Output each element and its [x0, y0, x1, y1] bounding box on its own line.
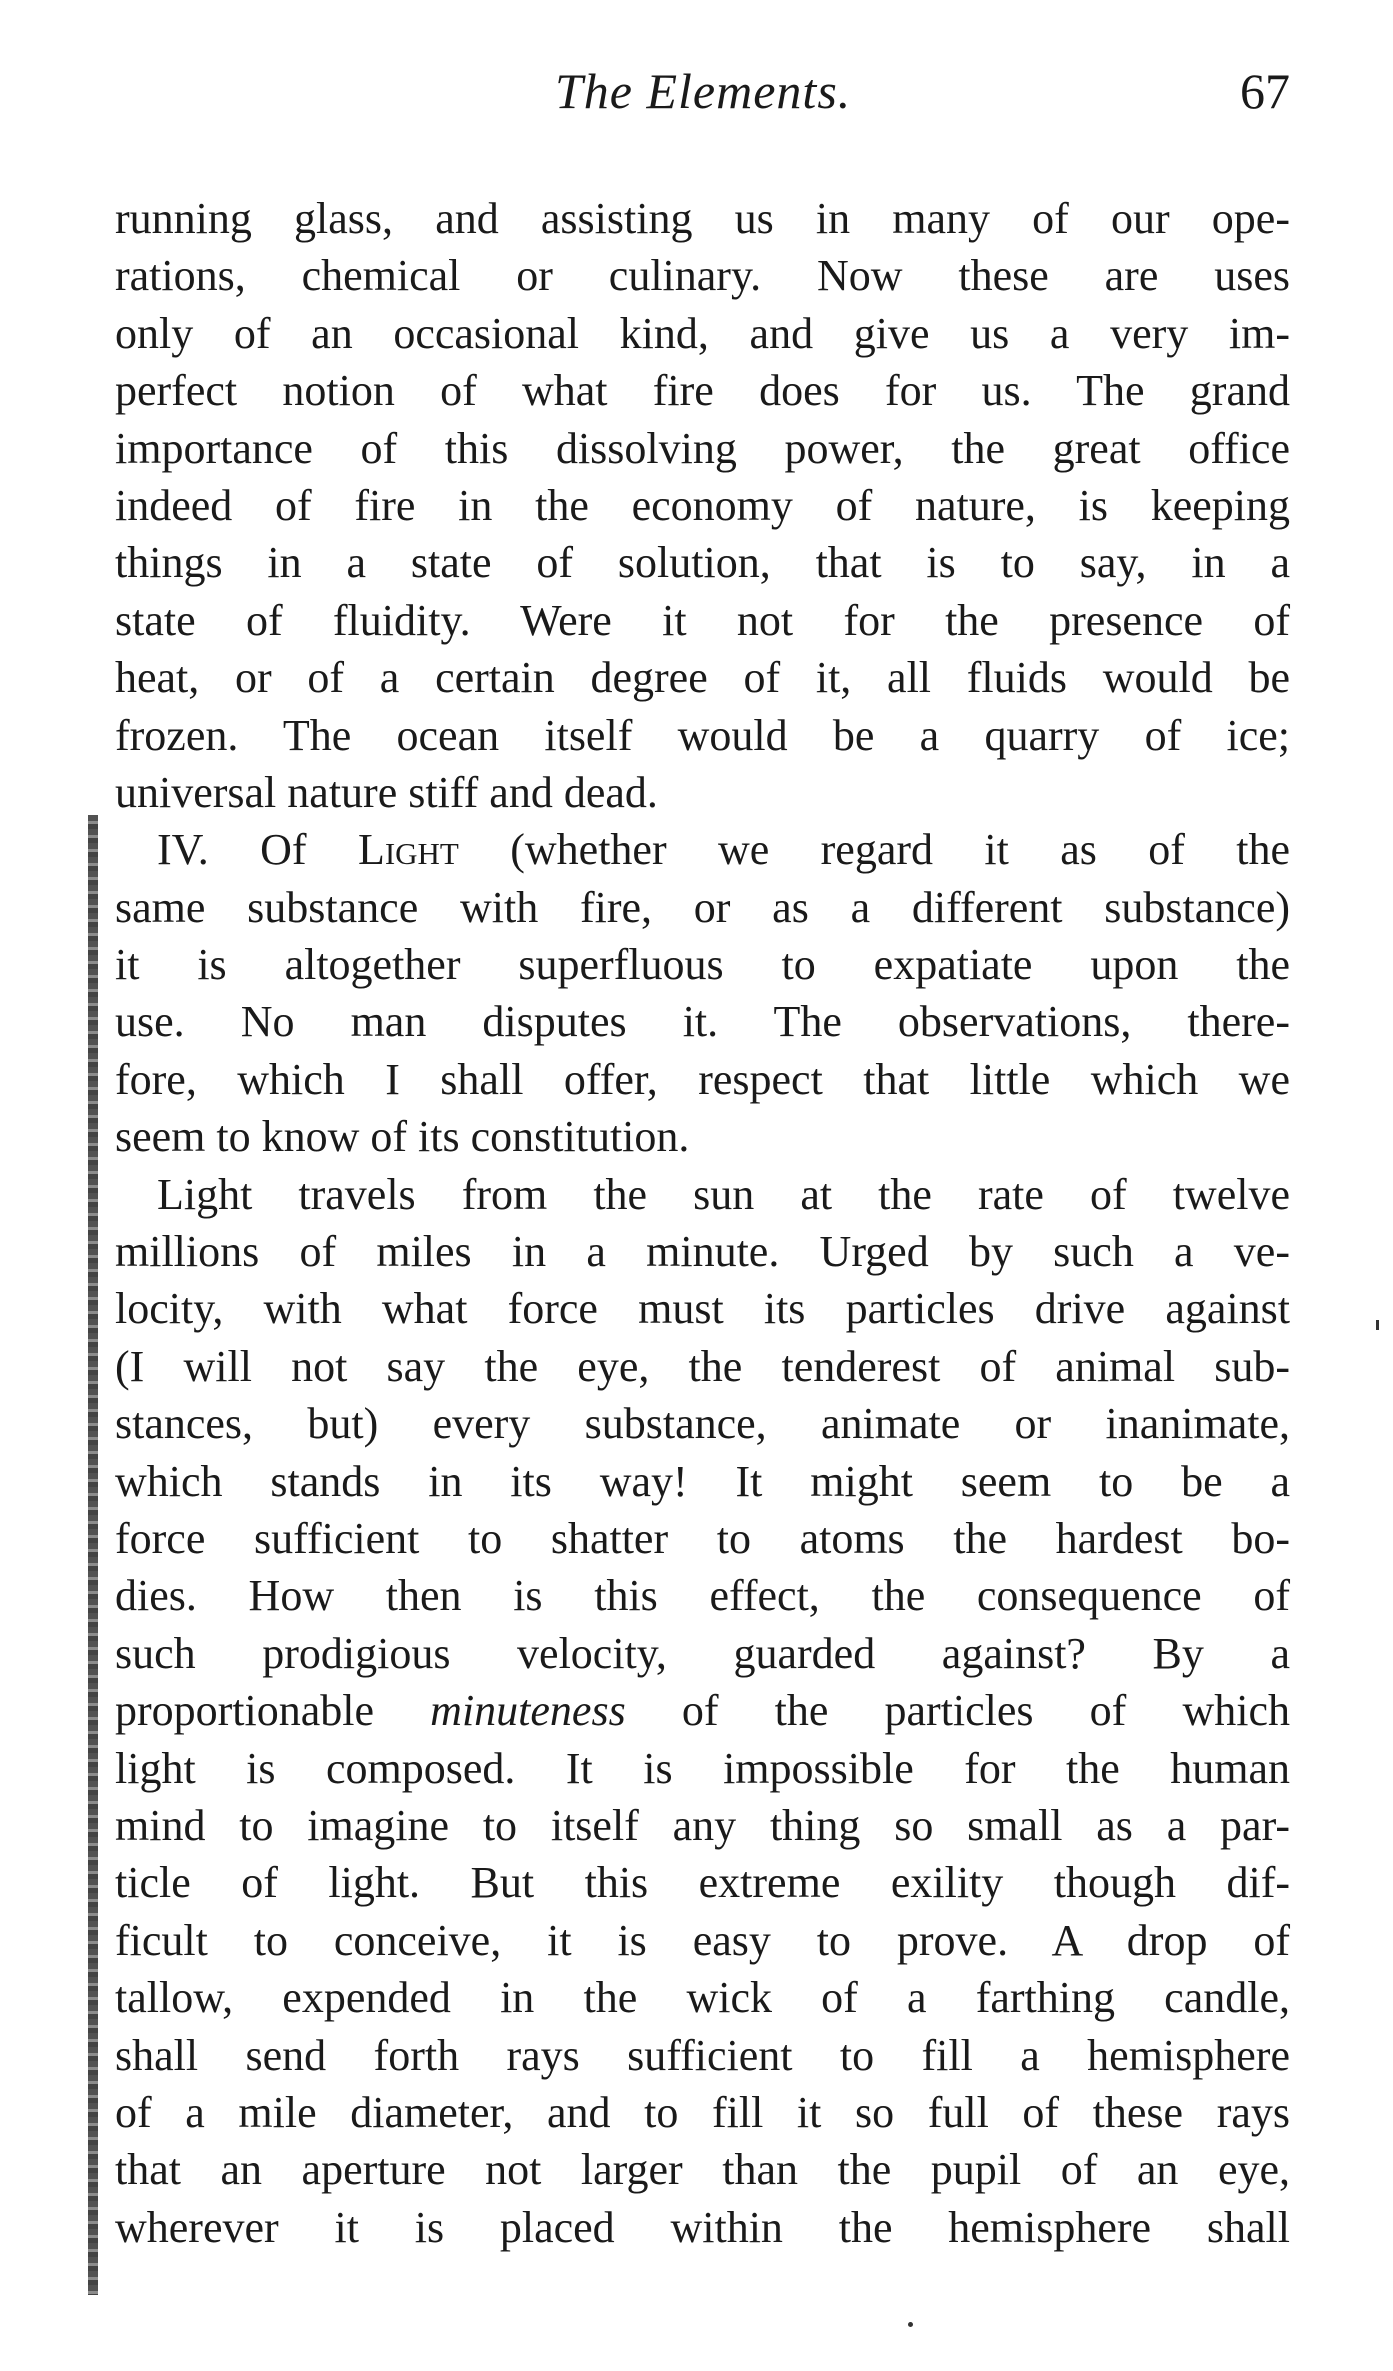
text-line: stances, but) every substance, animate or inanimate,	[115, 1399, 1290, 1449]
text-line: (I will not say the eye, the tenderest of animal sub-	[115, 1341, 1290, 1391]
text-line: light is composed. It is impossible for the human	[115, 1743, 1290, 1793]
text-line: tallow, expended in the wick of a farthing candle,	[115, 1973, 1290, 2023]
text-line: importance of this dissolving power, the great office	[115, 423, 1290, 473]
text-line: fore, which I shall offer, respect that little which we	[115, 1054, 1290, 1104]
text-line: mind to imagine to itself any thing so small as a par-	[115, 1800, 1290, 1850]
text-line: state of fluidity. Were it not for the presence of	[115, 595, 1290, 645]
text-line: ticle of light. But this extreme exility though dif-	[115, 1858, 1290, 1908]
ink-dot	[908, 2322, 913, 2327]
text-line: perfect notion of what fire does for us. The grand	[115, 366, 1290, 416]
text-line: it is altogether superfluous to expatiate upon the	[115, 940, 1290, 990]
text-line: wherever it is placed within the hemisphere shall	[115, 2202, 1290, 2252]
text-line: locity, with what force must its particles drive against	[115, 1284, 1290, 1334]
text-line: same substance with fire, or as a different substance)	[115, 882, 1290, 932]
margin-line-mark	[88, 815, 98, 2295]
running-title: The Elements.	[555, 63, 852, 119]
text-line: rations, chemical or culinary. Now these are uses	[115, 251, 1290, 301]
text-line: ficult to conceive, it is easy to prove. A drop of	[115, 1915, 1290, 1965]
text-line: indeed of fire in the economy of nature, is keeping	[115, 480, 1290, 530]
text-line: such prodigious velocity, guarded against? By a	[115, 1628, 1290, 1678]
text-line: which stands in its way! It might seem to be a	[115, 1456, 1290, 1506]
text-line: frozen. The ocean itself would be a quarry of ice;	[115, 710, 1290, 760]
heading-prefix: IV. Of	[157, 825, 358, 875]
emphasis-prefix: proportionable	[115, 1686, 431, 1736]
text-line: that an aperture not larger than the pupil of an eye,	[115, 2145, 1290, 2195]
text-line: force sufficient to shatter to atoms the hardest bo-	[115, 1513, 1290, 1563]
emphasis-suffix: of the particles of which	[625, 1686, 1290, 1736]
heading-suffix: (whether we regard it as of the	[458, 825, 1290, 875]
page-number: 67	[1240, 63, 1290, 119]
text-line: heat, or of a certain degree of it, all fluids would be	[115, 653, 1290, 703]
emphasis-minuteness: minuteness	[430, 1686, 626, 1736]
text-line: millions of miles in a minute. Urged by such a ve-	[115, 1227, 1290, 1277]
text-line: use. No man disputes it. The observations, there-	[115, 997, 1290, 1047]
page-header	[115, 62, 1290, 142]
text-line: Light travels from the sun at the rate of twelve	[157, 1169, 1290, 1219]
text-line: things in a state of solution, that is to say, in a	[115, 538, 1290, 588]
text-line-with-emphasis	[115, 1682, 1290, 1739]
text-line: only of an occasional kind, and give us a very im-	[115, 308, 1290, 358]
text-line: dies. How then is this effect, the consequence of	[115, 1571, 1290, 1621]
text-line: running glass, and assisting us in many of our ope-	[115, 194, 1290, 243]
text-line: of a mile diameter, and to fill it so full of these rays	[115, 2087, 1290, 2137]
body-text	[115, 190, 1290, 2256]
text-line: universal nature stiff and dead.	[115, 767, 658, 817]
stray-ink-mark	[1376, 1320, 1379, 1330]
section-heading-light: Light	[357, 825, 459, 875]
text-line: seem to know of its constitution.	[115, 1112, 690, 1162]
text-line: shall send forth rays sufficient to fill a hemisphere	[115, 2030, 1290, 2080]
section-heading-line	[115, 821, 1290, 878]
